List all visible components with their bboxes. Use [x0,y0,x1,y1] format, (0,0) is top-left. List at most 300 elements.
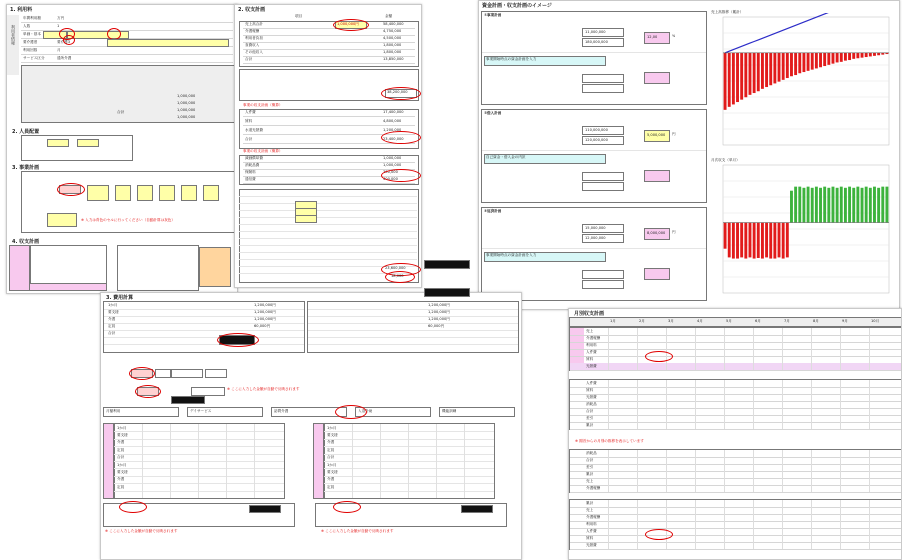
d-tab-box[interactable] [187,407,263,417]
e-col-line [724,342,725,349]
red-caption-b: 事業の収支計画（概算） [243,103,283,107]
chart-bar [836,188,839,223]
c-block-result2[interactable] [644,268,670,280]
e-row-label: 売上 [586,508,594,512]
e-col-line [608,394,609,401]
e-col-line [753,363,754,370]
b-grid-line [239,210,417,211]
c-block-row3-box [582,270,624,279]
chart-bar [749,223,752,258]
section4-title: 4. 収支計画 [12,239,40,245]
e-col-line [753,394,754,401]
black-pill-2 [424,288,470,297]
e-row-label: 累計 [586,472,594,476]
e-col-line [840,514,841,521]
b-grid-line [239,259,417,260]
e-row-label: 累計 [586,501,594,505]
b-row-label: 合計 [245,137,253,141]
c-block-divider [482,248,706,249]
chart-bar [790,53,793,76]
d-table-rowlabel: 定員 [327,484,335,489]
e-col-line [666,328,667,335]
e-col-line [637,335,638,342]
staff-input-1[interactable] [47,139,69,147]
d-tab-label: デイサービス [190,409,212,413]
b-grid-line [239,224,417,225]
e-col-line [782,408,783,415]
e-col-line [753,528,754,535]
circle-personnel [381,131,421,144]
e-col-line [782,394,783,401]
e-col-line [753,401,754,408]
e-col-line [869,485,870,492]
e-col-line [695,535,696,542]
e-row-label: 人件費 [586,529,597,533]
e-col-line [637,394,638,401]
chart-bar [740,223,743,258]
highlight-value: 1,000,000円 [337,22,359,26]
chart-bar [736,223,739,259]
d-tab-label: 入浴介助 [358,409,373,413]
b-row-label: 水道光熱費 [245,128,263,132]
d-value2: 60,000円 [428,324,445,328]
e-col-line [753,464,754,471]
e-col-line [840,363,841,370]
e-col-line [724,464,725,471]
e-col-line [724,380,725,387]
e-col-line [811,363,812,370]
c-block [481,207,707,301]
e-col-line [811,394,812,401]
e-col-line [695,363,696,370]
d-table-colline [226,424,227,498]
e-band [569,449,902,493]
e-col-line [869,335,870,342]
chart-bar [856,53,859,58]
e-col-line [637,363,638,370]
e-col-line [666,485,667,492]
chart-bar [744,53,747,97]
plan-yellow-5[interactable] [181,185,197,201]
d-value: 1,200,000円 [254,303,276,307]
b-row-value: 4,500,000 [383,36,402,40]
e-title: 月別収支計画 [574,311,605,317]
black-total-3 [249,505,281,513]
e-col-line [608,471,609,478]
e-col-line [666,471,667,478]
e-col-line [753,408,754,415]
total-label: 合計 [117,110,125,114]
e-month: 2月 [639,319,645,323]
e-col-line [608,450,609,457]
plan-yellow-4[interactable] [159,185,175,201]
e-col-line [637,349,638,356]
d-table-rowlabel: 介護 [327,477,335,482]
e-col-line [724,507,725,514]
e-col-line [840,335,841,342]
circle-revenue [333,19,369,31]
e-col-line [811,450,812,457]
e-col-line [811,457,812,464]
e-table [569,309,901,559]
chart-bar [877,53,880,55]
d-tab-box[interactable] [439,407,515,417]
d-table-gridline [114,446,284,447]
circle-d5 [119,501,147,513]
red-note-a: ※ 入力は青色のセルに行ってください（自動計算は灰色） [81,218,175,222]
c-block-result[interactable] [644,32,670,44]
chart-bar [753,53,756,93]
a-row-value: 通所介護 [57,56,72,60]
e-col-line [608,387,609,394]
e-col-line [608,478,609,485]
d-table1 [113,423,285,499]
e-row-label: 合計 [586,458,594,462]
e-col-line [666,457,667,464]
e-col-line [637,514,638,521]
d-label: 定員 [108,324,116,328]
e-col-line [811,422,812,429]
d-gridline [308,323,518,324]
circle-other [381,169,421,182]
chart-bar [865,187,868,223]
chart-bar [823,53,826,66]
e-col-line [637,464,638,471]
e-col-line [637,542,638,549]
e-col-line [782,514,783,521]
c-block-row3-box [582,172,624,181]
d-table-rowlabel: 定員 [117,484,125,489]
e-col-line [840,349,841,356]
d-table-rowlabel: 介護 [117,477,125,482]
e-row-label: 光熱費 [586,543,597,547]
chart-bar [794,187,797,223]
circle-d6 [333,501,361,513]
e-col-line [666,542,667,549]
plan-yellow-2[interactable] [115,185,131,201]
d-table-rowlabel: 合計 [327,455,335,460]
e-col-line [695,471,696,478]
e-col-line [782,342,783,349]
e-col-line [608,535,609,542]
e-col-line [840,457,841,464]
d-table-gridline [324,431,494,432]
chart-bar [753,223,756,259]
sheet-b-budget [234,4,422,288]
c-block-row2-box [582,234,624,243]
circle-e2 [645,529,673,540]
e-col-line [811,514,812,521]
e-col-line [608,363,609,370]
service-table [21,65,235,123]
b-row-label: 売上高合計 [245,22,263,26]
chart-bar [773,53,776,84]
e-col-line [666,507,667,514]
e-col-line [637,485,638,492]
e-col-line [637,422,638,429]
e-col-line [724,328,725,335]
e-col-line [869,328,870,335]
c-block-row4-box [582,280,624,289]
chart-bar [782,53,785,80]
chart-bar [840,53,843,62]
detail-yellow-3[interactable] [295,215,317,223]
c-block-result2[interactable] [644,170,670,182]
pink-side [9,245,31,291]
e-col-line [869,342,870,349]
orange-box [199,247,231,287]
e-col-line [724,500,725,507]
d-boxes [103,407,519,417]
chart-bar [865,53,868,57]
d-table-colline [254,424,255,498]
e-col-line [753,471,754,478]
e-col-line [637,408,638,415]
chart-bar [827,53,830,65]
e-col-line [782,471,783,478]
e-row-label: 人件費 [586,381,597,385]
chart-bar [861,53,864,58]
e-col-line [840,471,841,478]
e-col-line [724,408,725,415]
d-table-colline [170,424,171,498]
e-col-line [869,528,870,535]
e-col-line [695,507,696,514]
chart-bar [798,187,801,223]
e-col-line [666,464,667,471]
b-row-value: 1,000,000 [383,163,402,167]
d-table-rowlabel: 要支援 [117,432,128,437]
e-col-line [637,415,638,422]
chart-bar [815,187,818,223]
e-col-line [811,387,812,394]
chart-bar [844,53,847,61]
chart-bar [852,188,855,223]
chart-bar [819,53,822,67]
e-col-line [840,450,841,457]
e-row [570,422,902,430]
e-col-line [782,380,783,387]
d-value: 1,200,000円 [254,310,276,314]
e-col-line [695,450,696,457]
e-col-line [666,478,667,485]
d-table-rowlabel: 介護 [327,440,335,445]
chart-bar [827,188,830,223]
e-col-line [695,380,696,387]
e-col-line [782,401,783,408]
e-col-line [840,380,841,387]
e-col-line [666,394,667,401]
chart-bar [724,223,727,249]
d-table-rowlabel: 要支援 [327,469,338,474]
c-block-unit: 円 [672,132,676,136]
circle-d4 [335,405,367,419]
b-row-value: 400,000 [383,177,398,181]
e-col-line [869,507,870,514]
sheet-e-monthly [568,308,902,560]
chart-bar [832,53,835,64]
e-col-line [869,356,870,363]
c-block-row2: 12,000,000 [585,236,606,240]
chart-bar [786,53,789,78]
e-col-line [869,422,870,429]
e-col-line [753,521,754,528]
chart-bar [811,53,814,70]
e-col-line [782,528,783,535]
e-col-line [753,542,754,549]
c-block-row1: 11,000,000 [585,30,606,34]
e-col-line [695,401,696,408]
d-value2: 1,200,000円 [428,310,450,314]
c-block-row2: 120,000,000 [585,138,608,142]
e-col-line [840,464,841,471]
e-col-line [666,363,667,370]
d-table-rowlabel: 要支援 [327,432,338,437]
e-col-line [840,415,841,422]
chart-bar [757,53,760,91]
circle-d1 [217,333,259,347]
d-tab-label: 訪問介護 [274,409,289,413]
cumulative-chart [709,13,895,153]
e-col-line [811,521,812,528]
d-tab-box[interactable] [103,407,179,417]
e-col-line [724,478,725,485]
e-col-line [782,535,783,542]
d-gridline [104,323,304,324]
chart-bar [861,188,864,223]
e-col-line [782,356,783,363]
e-col-line [753,478,754,485]
chart-bar [778,53,781,82]
c-block-result[interactable] [644,228,670,240]
sheet-b-title: 2. 収支計画 [238,7,266,13]
e-col-line [608,415,609,422]
b-row-label: 保険料 [245,170,256,174]
d-gridline [308,316,518,317]
e-col-line [637,471,638,478]
e-header [569,317,902,327]
a-row-label: 人数 [23,24,31,28]
c-block-row1: 110,000,000 [585,128,608,132]
e-month: 3月 [668,319,674,323]
e-col-line [608,342,609,349]
e-col-line [695,394,696,401]
service-detail-input[interactable] [107,39,229,47]
e-col-line [695,457,696,464]
b-row-value: 58,400,000 [383,22,404,26]
e-col-line [840,500,841,507]
c-block-result[interactable] [644,130,670,142]
d-caption: ※ ここに入力した金額が自動で反映されます [227,387,300,391]
d-gridline [308,330,518,331]
e-col-line [608,542,609,549]
c-block-result2[interactable] [644,72,670,84]
a-row [21,55,233,63]
e-col-line [666,500,667,507]
c-block-row1-box [582,126,624,135]
a-row-label: サービス区分 [23,56,45,60]
c-blocks [481,11,707,305]
d-table-rowlabel: 1か月 [327,462,337,467]
plan-yellow-1[interactable] [87,185,109,201]
d-table-gridline [324,476,494,477]
e-col-line [782,542,783,549]
e-col-line [608,328,609,335]
b-row-value: 300,000 [383,170,398,174]
e-col-line [840,401,841,408]
c-block-row4-box [582,84,624,93]
d-tab-label: 月額利用 [106,409,121,413]
c-block-divider [482,52,706,53]
d-table-gridline [114,468,284,469]
e-row-label: 人件費 [586,350,597,354]
e-col-line [811,401,812,408]
e-month: 8月 [813,319,819,323]
e-col-line [608,514,609,521]
e-col-line [753,415,754,422]
chart-bar [836,53,839,63]
e-month: 6月 [755,319,761,323]
d-gridline [104,337,304,338]
e-col-line [840,507,841,514]
chart-bar [885,187,888,223]
e-col-line [637,342,638,349]
e-row-label: 介護報酬 [586,336,601,340]
d-gridline [308,344,518,345]
e-col-line [608,528,609,535]
e-row-label: 介護報酬 [586,486,601,490]
plan-yellow-7[interactable] [47,213,77,227]
monthly-chart [709,161,895,301]
e-col-line [695,542,696,549]
plan-yellow-3[interactable] [137,185,153,201]
d-title: 3. 費用計算 [106,295,134,301]
e-col-line [782,363,783,370]
b-row-value: 1,800,000 [383,50,402,54]
e-col-line [724,514,725,521]
plan-yellow-6[interactable] [203,185,219,201]
c-block-note: 事業開始時点の資金計画を入力 [486,57,537,61]
circle-subtotal [381,87,421,100]
black-pill-1 [424,260,470,269]
e-row-label: 消耗品 [586,402,597,406]
e-col-line [637,457,638,464]
b-row [243,109,415,117]
a-row [21,23,233,31]
e-col-line [637,401,638,408]
e-col-line [840,356,841,363]
e-col-line [637,356,638,363]
e-col-line [637,478,638,485]
e-col-line [637,450,638,457]
red-caption-b2: 事業の収支計画（概算） [243,149,283,153]
d-table-rowlabel: 介護 [117,440,125,445]
e-col-line [695,415,696,422]
chart-bar [832,187,835,223]
d-label: 要支援 [108,310,119,314]
e-col-line [695,387,696,394]
e-col-line [840,408,841,415]
e-row [570,485,902,493]
e-col-line [840,535,841,542]
staff-input-2[interactable] [77,139,99,147]
d-label: 合計 [108,331,116,335]
e-row-label: 光熱費 [586,395,597,399]
c-block [481,109,707,203]
e-col-line [608,521,609,528]
chart-bar [802,188,805,223]
e-col-line [695,521,696,528]
